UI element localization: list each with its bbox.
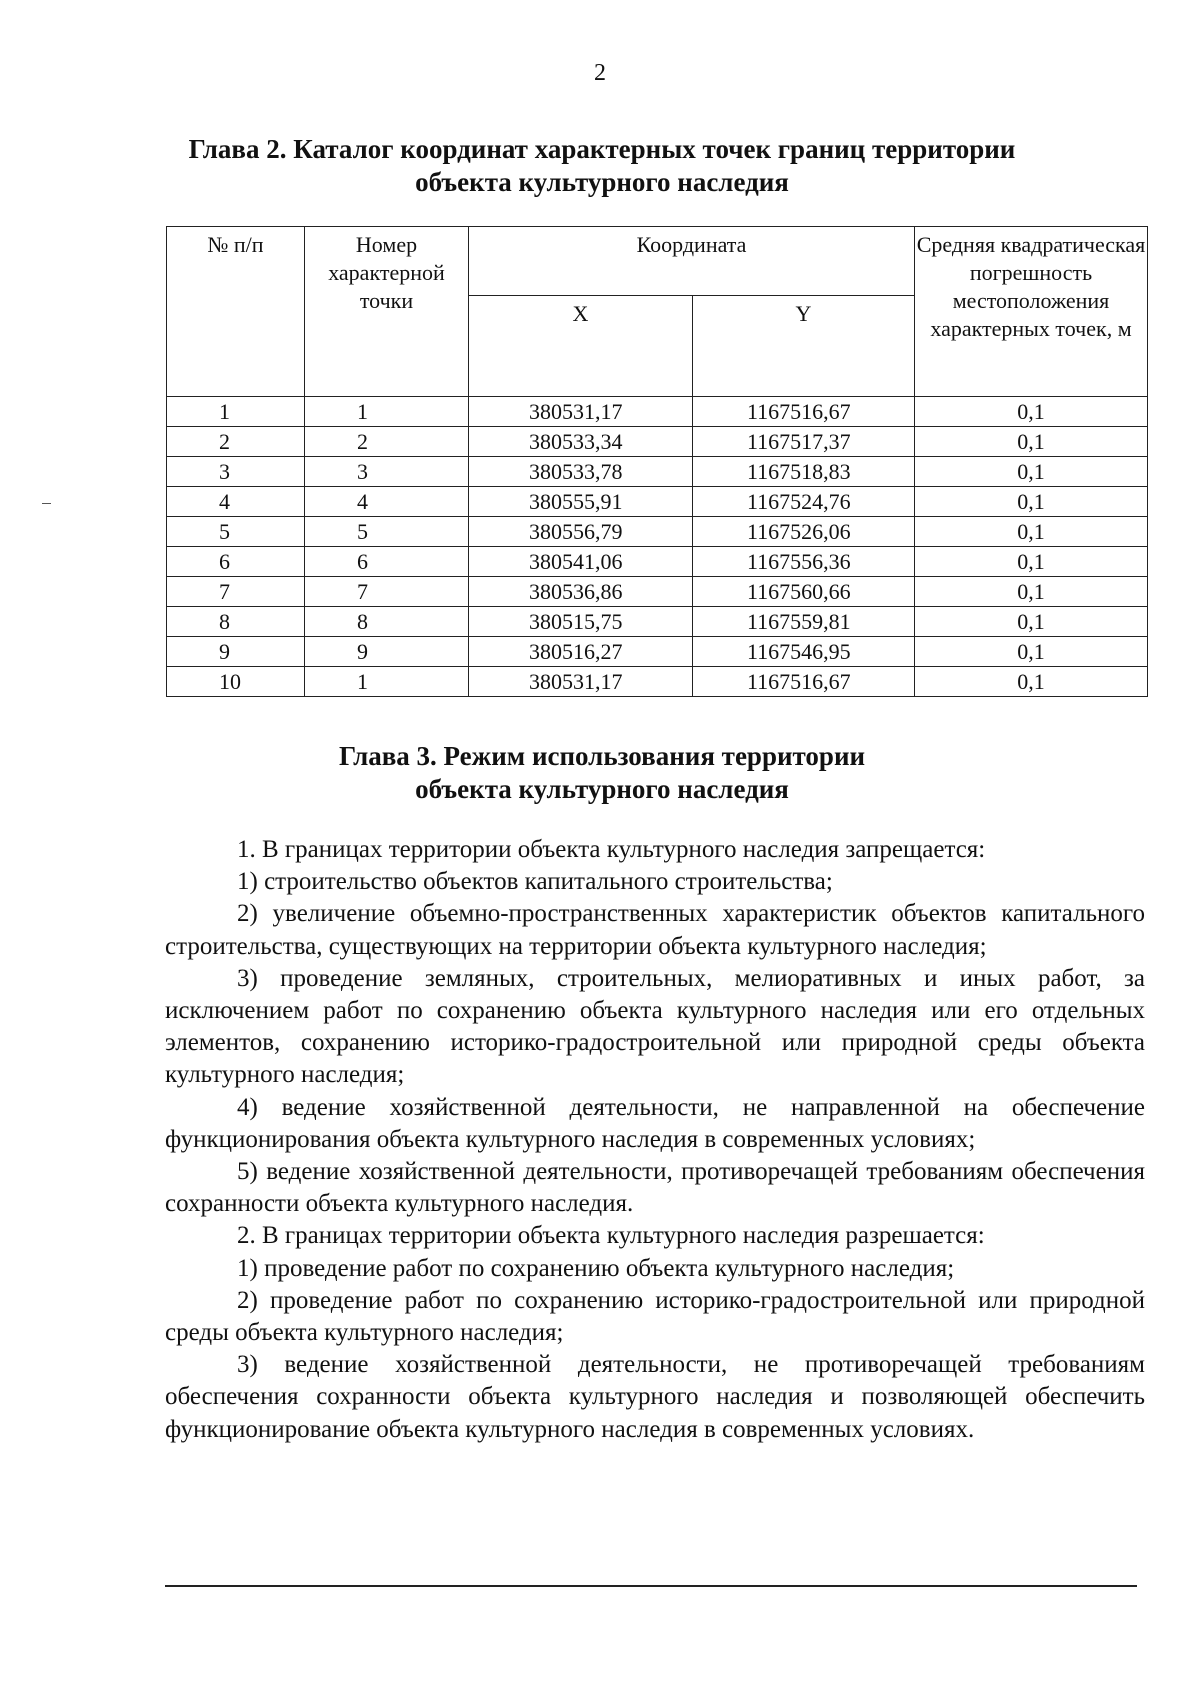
cell-num: 9	[167, 637, 305, 667]
header-y: Y	[693, 296, 915, 397]
cell-num: 6	[167, 547, 305, 577]
paragraph: 1) проведение работ по сохранению объекта культурного наследия;	[237, 1254, 955, 1282]
cell-error: 0,1	[915, 457, 1148, 487]
cell-y: 1167516,67	[693, 667, 915, 697]
chapter-2-title-line-2: объекта культурного наследия	[415, 167, 789, 197]
regime-text	[165, 834, 1145, 1446]
header-x: X	[469, 296, 693, 397]
header-coordinate: Координата	[469, 227, 915, 296]
cell-x: 380536,86	[469, 577, 693, 607]
cell-point: 9	[305, 637, 469, 667]
cell-y: 1167559,81	[693, 607, 915, 637]
table-row	[167, 667, 1148, 697]
table-row	[167, 517, 1148, 547]
cell-num: 8	[167, 607, 305, 637]
table-row	[167, 487, 1148, 517]
paragraph: 5) ведение хозяйственной деятельности, противоречащей требованиям обеспечения сохранности объекта культурного наследия.	[165, 1158, 1145, 1218]
cell-num: 4	[167, 487, 305, 517]
paragraph: 2. В границах территории объекта культурного наследия разрешается:	[237, 1222, 985, 1250]
cell-num: 7	[167, 577, 305, 607]
cell-error: 0,1	[915, 547, 1148, 577]
cell-x: 380531,17	[469, 667, 693, 697]
cell-error: 0,1	[915, 667, 1148, 697]
table-row	[167, 637, 1148, 667]
chapter-3-title-line-2: объекта культурного наследия	[415, 774, 789, 804]
cell-y: 1167526,06	[693, 517, 915, 547]
cell-x: 380541,06	[469, 547, 693, 577]
coordinates-table	[166, 226, 1148, 697]
cell-point: 5	[305, 517, 469, 547]
paragraph: 4) ведение хозяйственной деятельности, не направленной на обеспечение функционирования объекта культурного наследия в современных условиях;	[165, 1093, 1145, 1153]
cell-x: 380533,34	[469, 427, 693, 457]
cell-error: 0,1	[915, 487, 1148, 517]
cell-num: 10	[167, 667, 305, 697]
cell-y: 1167556,36	[693, 547, 915, 577]
cell-y: 1167518,83	[693, 457, 915, 487]
table-row	[167, 397, 1148, 427]
table-row	[167, 427, 1148, 457]
header-num: № п/п	[167, 227, 305, 397]
table-row	[167, 577, 1148, 607]
cell-num: 5	[167, 517, 305, 547]
cell-x: 380556,79	[469, 517, 693, 547]
paragraph: 3) ведение хозяйственной деятельности, не противоречащей требованиям обеспечения сохранности объекта культурного наследия и позволяющей обеспечить функционирование объекта культурного наследия в современных условиях.	[165, 1351, 1145, 1443]
cell-point: 7	[305, 577, 469, 607]
cell-point: 1	[305, 397, 469, 427]
chapter-2-title-line-1: Глава 2. Каталог координат характерных точек границ территории	[188, 134, 1016, 164]
margin-mark	[42, 503, 51, 504]
header-error: Средняя квадратическая погрешность местоположения характерных точек, м	[915, 227, 1148, 397]
cell-num: 3	[167, 457, 305, 487]
header-point: Номер характерной точки	[305, 227, 469, 397]
chapter-2-heading	[150, 133, 1054, 199]
paragraph: 2) увеличение объемно-пространственных характеристик объектов капитального строительства, существующих на территории объекта культурного наследия;	[165, 900, 1145, 960]
table-row	[167, 607, 1148, 637]
table-row	[167, 457, 1148, 487]
cell-error: 0,1	[915, 397, 1148, 427]
cell-y: 1167517,37	[693, 427, 915, 457]
cell-num: 1	[167, 397, 305, 427]
cell-point: 1	[305, 667, 469, 697]
page-number: 2	[594, 60, 606, 86]
cell-y: 1167524,76	[693, 487, 915, 517]
paragraph: 1) строительство объектов капитального строительства;	[237, 868, 833, 896]
cell-x: 380515,75	[469, 607, 693, 637]
cell-point: 2	[305, 427, 469, 457]
cell-error: 0,1	[915, 517, 1148, 547]
cell-y: 1167560,66	[693, 577, 915, 607]
paragraph: 3) проведение земляных, строительных, мелиоративных и иных работ, за исключением работ по сохранению объекта культурного наследия или его отдельных элементов, сохранению историко-градостроительной или природной среды объекта культурного наследия;	[165, 964, 1145, 1089]
cell-x: 380516,27	[469, 637, 693, 667]
cell-x: 380531,17	[469, 397, 693, 427]
cell-x: 380533,78	[469, 457, 693, 487]
cell-point: 6	[305, 547, 469, 577]
chapter-3-heading	[150, 740, 1054, 806]
cell-num: 2	[167, 427, 305, 457]
table-row	[167, 547, 1148, 577]
cell-y: 1167546,95	[693, 637, 915, 667]
cell-point: 4	[305, 487, 469, 517]
bottom-rule	[165, 1585, 1137, 1587]
chapter-3-title-line-1: Глава 3. Режим использования территории	[338, 741, 866, 771]
cell-error: 0,1	[915, 637, 1148, 667]
cell-error: 0,1	[915, 577, 1148, 607]
cell-point: 8	[305, 607, 469, 637]
cell-y: 1167516,67	[693, 397, 915, 427]
cell-error: 0,1	[915, 427, 1148, 457]
cell-x: 380555,91	[469, 487, 693, 517]
paragraph: 1. В границах территории объекта культурного наследия запрещается:	[237, 836, 986, 863]
cell-error: 0,1	[915, 607, 1148, 637]
paragraph: 2) проведение работ по сохранению историко-градостроительной или природной среды объекта культурного наследия;	[165, 1286, 1145, 1347]
cell-point: 3	[305, 457, 469, 487]
